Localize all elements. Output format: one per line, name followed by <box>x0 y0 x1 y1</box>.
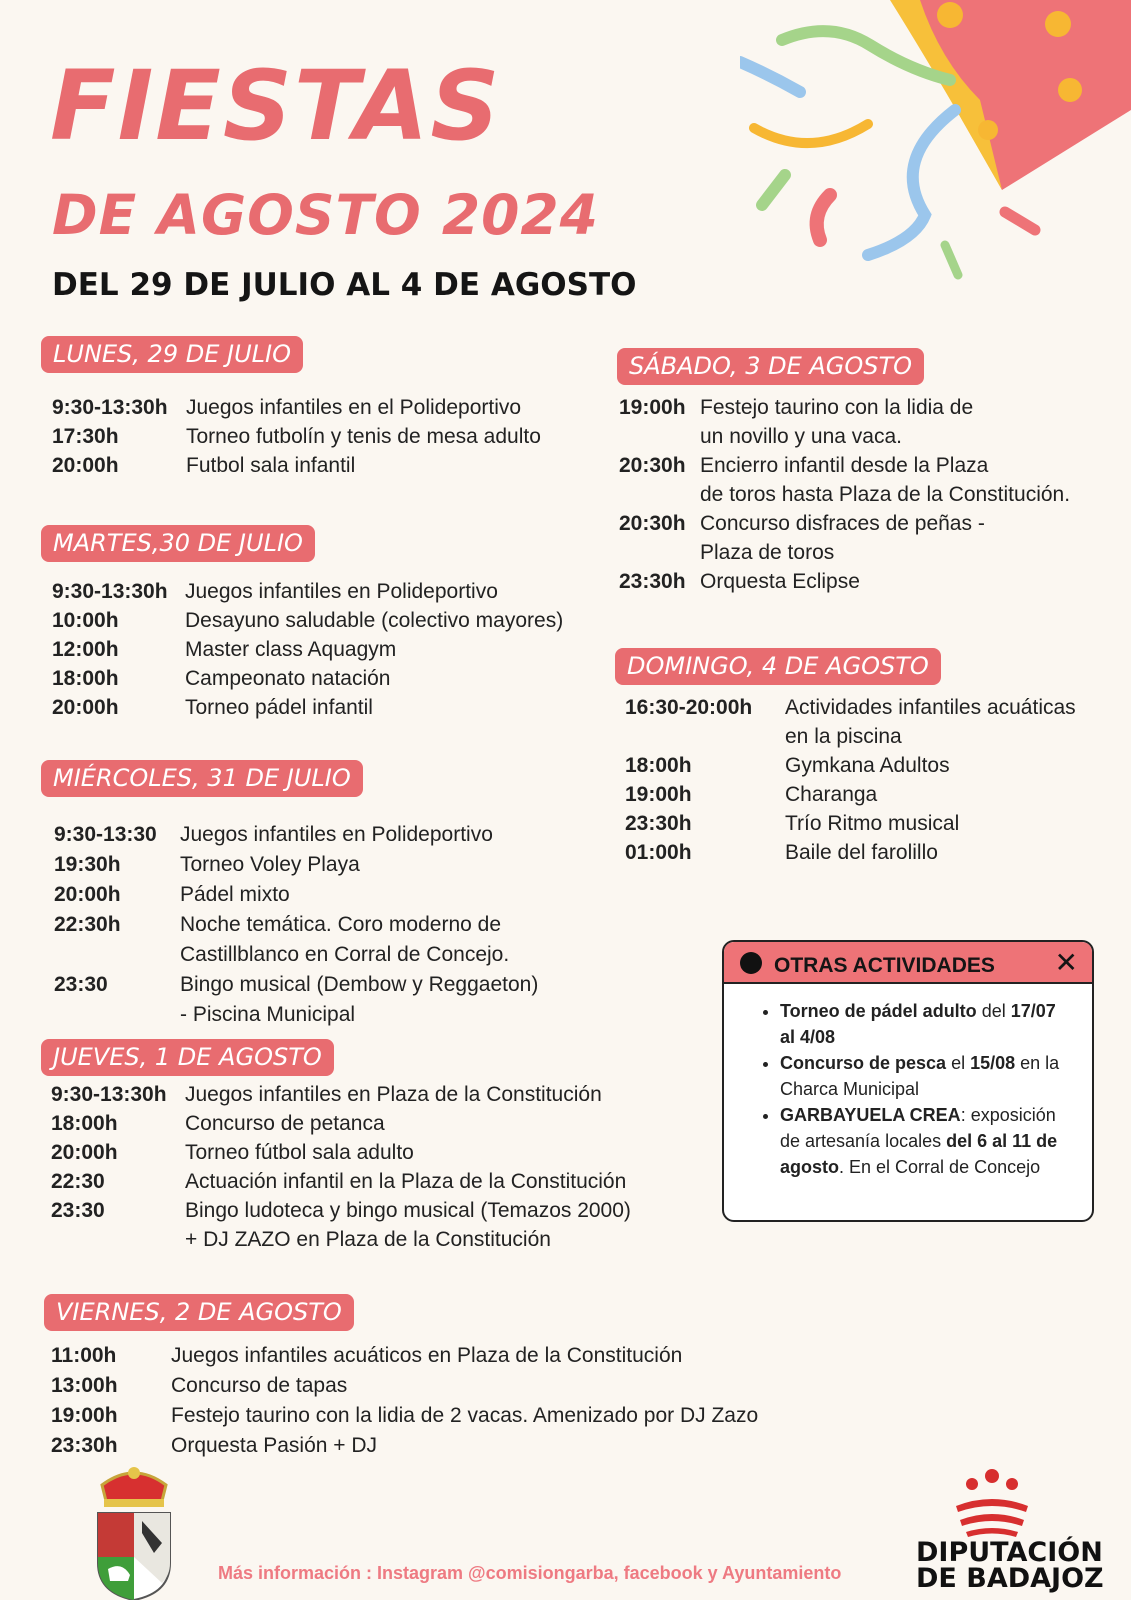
event-activity: Juegos infantiles en Plaza de la Constitución <box>185 1083 602 1106</box>
schedule-row <box>51 1167 631 1196</box>
day-label-domingo: DOMINGO, 4 DE AGOSTO <box>615 648 941 685</box>
event-time: 9:30-13:30h <box>52 396 168 419</box>
schedule-row <box>625 751 1076 780</box>
event-activity: Concurso de petanca <box>185 1112 385 1135</box>
event-time <box>619 480 700 509</box>
schedule-miercoles <box>54 820 538 1030</box>
event-time: 23:30 <box>54 973 108 996</box>
schedule-row <box>51 1080 631 1109</box>
schedule-row <box>54 850 538 880</box>
event-time <box>54 1000 180 1030</box>
event-activity: Torneo fútbol sala adulto <box>185 1141 414 1164</box>
item-highlight: del 6 al 11 de agosto <box>780 1131 1058 1177</box>
event-time: 18:00h <box>625 754 692 777</box>
item-text: en la Charca Municipal <box>780 1053 1060 1099</box>
schedule-row <box>619 538 1070 567</box>
event-activity: Actividades infantiles acuáticas <box>785 696 1076 719</box>
schedule-row <box>625 780 1076 809</box>
event-time: 23:30h <box>625 812 692 835</box>
schedule-domingo <box>625 693 1076 867</box>
event-time: 9:30-13:30 <box>54 823 157 846</box>
day-label-viernes: VIERNES, 2 DE AGOSTO <box>44 1294 354 1331</box>
event-time: 19:00h <box>625 783 692 806</box>
item-text: . En el Corral de Concejo <box>839 1157 1041 1177</box>
schedule-martes <box>52 577 563 722</box>
event-time <box>619 538 700 567</box>
schedule-row <box>625 838 1076 867</box>
schedule-row <box>619 567 1070 596</box>
event-time <box>625 722 785 751</box>
day-label-miercoles: MIÉRCOLES, 31 DE JULIO <box>41 760 363 797</box>
confetti-icon <box>740 0 1131 300</box>
event-time: 20:30h <box>619 512 686 535</box>
schedule-row <box>625 809 1076 838</box>
item-highlight: 15/08 <box>970 1053 1016 1073</box>
schedule-row <box>52 577 563 606</box>
schedule-row <box>52 664 563 693</box>
schedule-sabado <box>619 393 1070 596</box>
event-time: 20:00h <box>51 1141 118 1164</box>
item-text: del <box>976 1001 1011 1021</box>
event-time: 20:00h <box>52 696 119 719</box>
diputacion-logo-text <box>916 1537 1104 1594</box>
event-time: 11:00h <box>51 1344 117 1367</box>
schedule-row <box>54 970 538 1000</box>
event-activity: Encierro infantil desde la Plaza <box>700 454 989 477</box>
event-activity: Bingo musical (Dembow y Reggaeton) <box>180 973 539 996</box>
list-item <box>780 998 1092 1050</box>
event-time: 18:00h <box>51 1112 118 1135</box>
event-time: 22:30 <box>51 1170 105 1193</box>
schedule-row <box>619 451 1070 480</box>
event-activity: un novillo y una vaca. <box>700 425 902 448</box>
item-text: : exposición de artesanía locales <box>780 1105 1056 1151</box>
day-label-sabado: SÁBADO, 3 DE AGOSTO <box>617 348 924 385</box>
event-time: 01:00h <box>625 841 692 864</box>
day-label-lunes: LUNES, 29 DE JULIO <box>41 336 303 373</box>
event-activity: Pádel mixto <box>180 883 290 906</box>
event-activity: Bingo ludoteca y bingo musical (Temazos 2000) <box>185 1199 631 1222</box>
date-range: DEL 29 DE JULIO AL 4 DE AGOSTO <box>52 267 637 303</box>
event-time: 23:30 <box>51 1199 105 1222</box>
event-activity: Juegos infantiles en el Polideportivo <box>186 396 522 419</box>
schedule-row <box>51 1109 631 1138</box>
coat-of-arms-icon <box>92 1463 176 1600</box>
event-activity: Castillblanco en Corral de Concejo. <box>180 943 510 966</box>
schedule-row <box>52 393 541 422</box>
schedule-row <box>52 451 541 480</box>
otras-actividades-list <box>724 998 1092 1180</box>
schedule-row <box>52 693 563 722</box>
otras-actividades-header <box>724 942 1092 984</box>
event-activity: Charanga <box>785 783 878 806</box>
event-activity: Campeonato natación <box>185 667 391 690</box>
schedule-row <box>54 820 538 850</box>
event-time: 20:00h <box>52 454 119 477</box>
logo-line1: DIPUTACIÓN <box>916 1537 1103 1568</box>
schedule-row <box>619 509 1070 538</box>
schedule-row <box>625 722 1076 751</box>
list-item <box>780 1050 1092 1102</box>
schedule-row <box>52 635 563 664</box>
event-activity: Plaza de toros <box>700 541 835 564</box>
schedule-jueves <box>51 1080 631 1254</box>
item-highlight: 17/07 al 4/08 <box>780 1001 1056 1047</box>
otras-actividades-title: OTRAS ACTIVIDADES <box>774 954 995 977</box>
page-subtitle: DE AGOSTO 2024 <box>52 183 599 247</box>
event-activity: Festejo taurino con la lidia de <box>700 396 974 419</box>
event-activity: - Piscina Municipal <box>180 1003 356 1026</box>
event-activity: Concurso disfraces de peñas - <box>700 512 985 535</box>
schedule-row <box>51 1138 631 1167</box>
item-highlight: GARBAYUELA CREA <box>780 1105 961 1125</box>
schedule-row <box>51 1196 631 1225</box>
event-activity: Torneo pádel infantil <box>185 696 373 719</box>
event-time: 20:00h <box>54 883 121 906</box>
schedule-viernes <box>51 1341 758 1461</box>
schedule-row <box>51 1401 758 1431</box>
item-highlight: Concurso de pesca <box>780 1053 947 1073</box>
logo-line2: DE BADAJOZ <box>916 1563 1104 1594</box>
event-activity: Noche temática. Coro moderno de <box>180 913 501 936</box>
otras-actividades-box <box>722 940 1094 1222</box>
event-time: 9:30-13:30h <box>51 1083 167 1106</box>
schedule-row <box>51 1341 758 1371</box>
event-time: 17:30h <box>52 425 119 448</box>
event-time: 10:00h <box>52 609 119 632</box>
event-time: 23:30h <box>619 570 686 593</box>
event-activity: Torneo futbolín y tenis de mesa adulto <box>186 425 541 448</box>
event-activity: Trío Ritmo musical <box>785 812 960 835</box>
event-activity: Festejo taurino con la lidia de 2 vacas. Amenizado por DJ Zazo <box>171 1404 759 1427</box>
event-time <box>51 1225 185 1254</box>
event-time: 23:30h <box>51 1434 118 1457</box>
schedule-lunes <box>52 393 541 480</box>
event-time: 19:00h <box>619 396 686 419</box>
schedule-row <box>54 910 538 940</box>
schedule-row <box>625 693 1076 722</box>
event-activity: Desayuno saludable (colectivo mayores) <box>185 609 564 632</box>
footer-info: Más información : Instagram @comisiongarba, facebook y Ayuntamiento <box>218 1563 842 1583</box>
day-label-jueves: JUEVES, 1 DE AGOSTO <box>41 1039 334 1076</box>
event-time: 12:00h <box>52 638 119 661</box>
event-activity: Juegos infantiles en Polideportivo <box>180 823 493 846</box>
event-activity: de toros hasta Plaza de la Constitución. <box>700 483 1071 506</box>
schedule-row <box>51 1431 758 1461</box>
schedule-row <box>51 1371 758 1401</box>
schedule-row <box>52 606 563 635</box>
event-activity: Juegos infantiles acuáticos en Plaza de la Constitución <box>171 1344 683 1367</box>
event-time: 20:30h <box>619 454 686 477</box>
schedule-row <box>619 393 1070 422</box>
schedule-row <box>54 1000 538 1030</box>
event-time <box>619 422 700 451</box>
item-highlight: Torneo de pádel adulto <box>780 1001 977 1021</box>
schedule-row <box>52 422 541 451</box>
circle-icon <box>740 952 762 974</box>
close-icon[interactable]: ✕ <box>1054 947 1078 978</box>
event-time: 16:30-20:00h <box>625 696 753 719</box>
event-time: 22:30h <box>54 913 121 936</box>
event-time <box>54 940 180 970</box>
event-activity: Torneo Voley Playa <box>180 853 360 876</box>
schedule-row <box>54 940 538 970</box>
event-activity: Orquesta Pasión + DJ <box>171 1434 378 1457</box>
schedule-row <box>51 1225 631 1254</box>
schedule-row <box>619 480 1070 509</box>
page-title: FIESTAS <box>50 50 502 162</box>
event-activity: Baile del farolillo <box>785 841 938 864</box>
event-time: 18:00h <box>52 667 119 690</box>
schedule-row <box>54 880 538 910</box>
event-activity: en la piscina <box>785 725 902 748</box>
schedule-row <box>619 422 1070 451</box>
diputacion-logo-icon <box>950 1468 1034 1538</box>
event-time: 13:00h <box>51 1374 118 1397</box>
list-item <box>780 1102 1092 1180</box>
event-activity: Futbol sala infantil <box>186 454 356 477</box>
event-activity: Concurso de tapas <box>171 1374 348 1397</box>
event-activity: Gymkana Adultos <box>785 754 950 777</box>
event-time: 19:00h <box>51 1404 118 1427</box>
event-time: 19:30h <box>54 853 121 876</box>
item-text: el <box>946 1053 971 1073</box>
event-activity: Juegos infantiles en Polideportivo <box>185 580 498 603</box>
event-activity: Actuación infantil en la Plaza de la Constitución <box>185 1170 627 1193</box>
event-activity: + DJ ZAZO en Plaza de la Constitución <box>185 1228 551 1251</box>
event-time: 9:30-13:30h <box>52 580 168 603</box>
day-label-martes: MARTES,30 DE JULIO <box>41 525 315 562</box>
event-activity: Orquesta Eclipse <box>700 570 860 593</box>
event-activity: Master class Aquagym <box>185 638 397 661</box>
